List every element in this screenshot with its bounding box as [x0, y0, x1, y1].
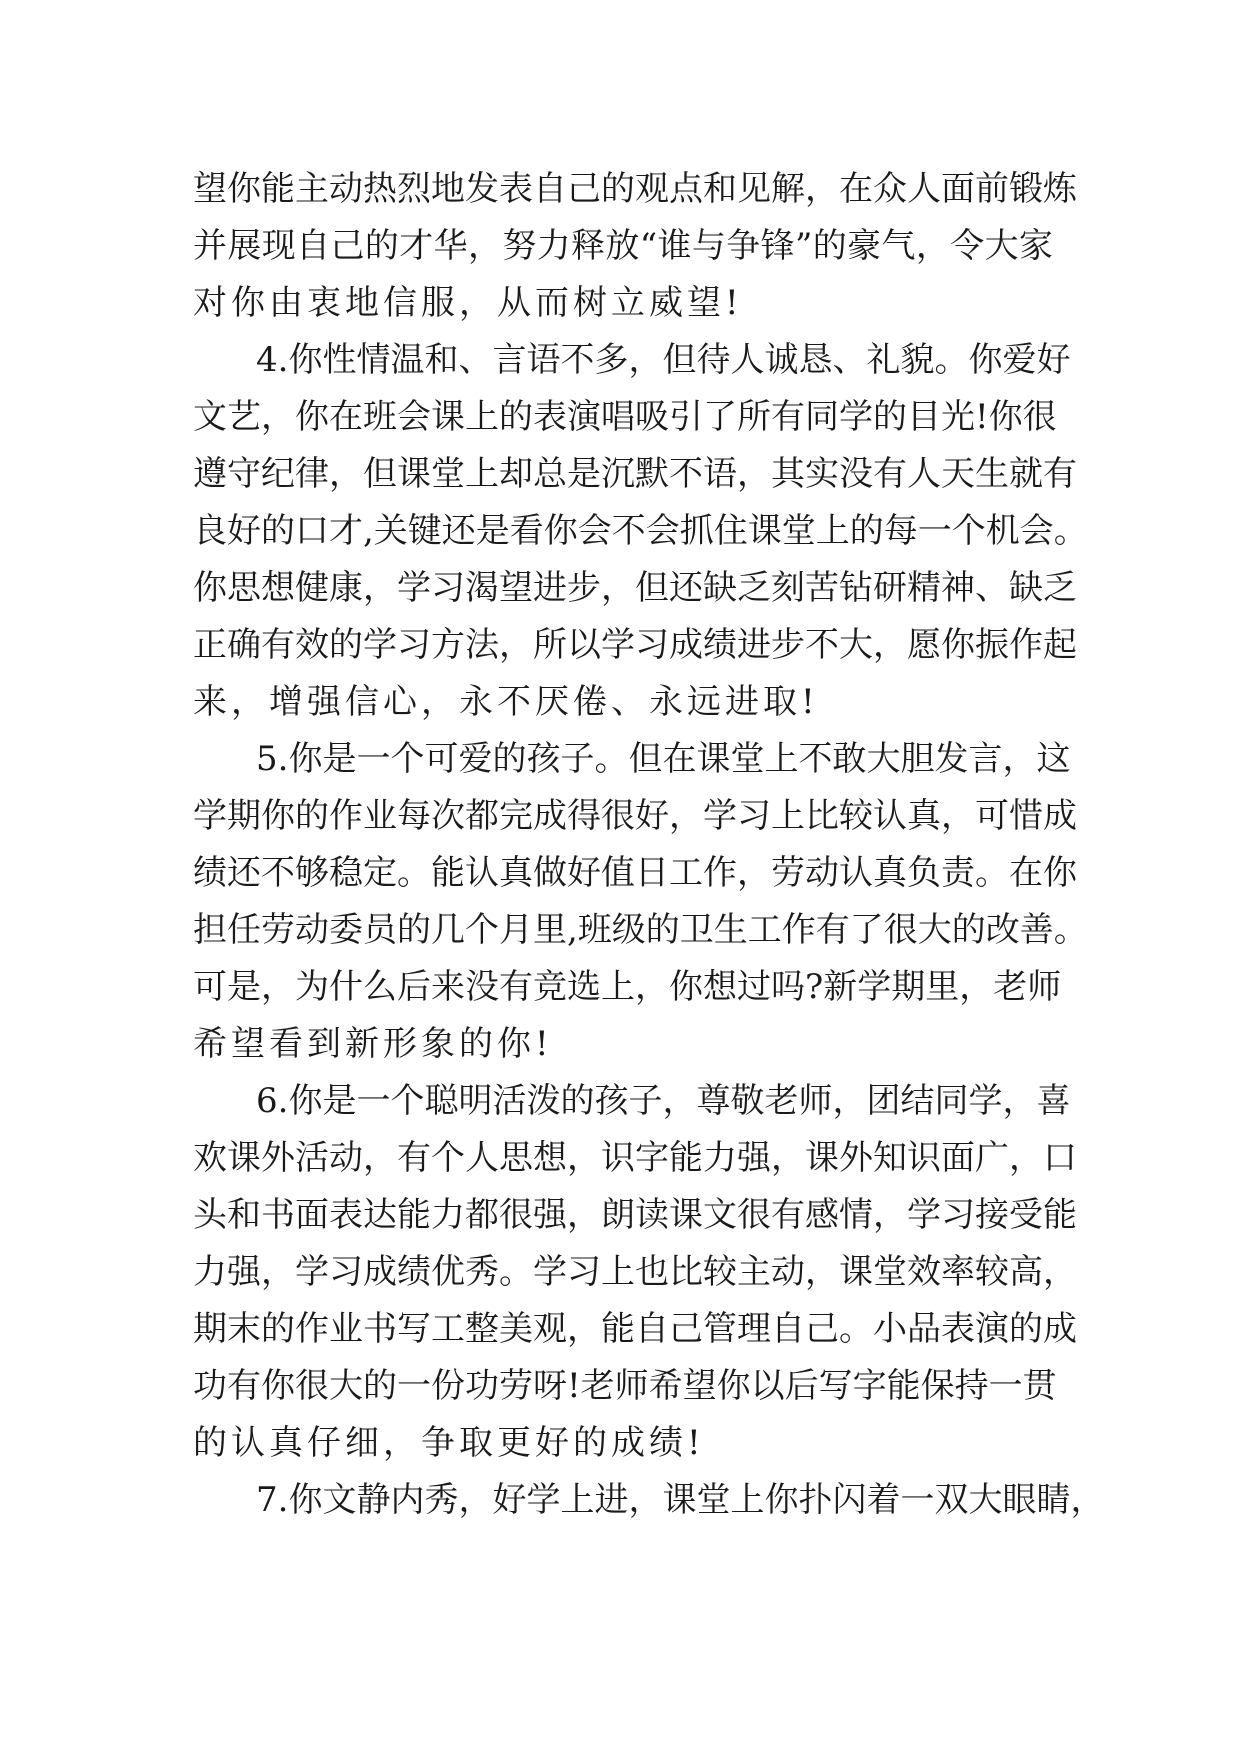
text-line: 欢课外活动，有个人思想，识字能力强，课外知识面广，口: [193, 1138, 1077, 1178]
text-line: 希望看到新形象的你!: [193, 1024, 553, 1064]
paragraph-6-start: 6.你是一个聪明活泼的孩子，尊敬老师，团结同学，喜: [256, 1081, 1071, 1121]
text-line: 对你由衷地信服，从而树立威望!: [193, 283, 743, 323]
paragraph-4-start: 4.你性情温和、言语不多，但待人诚恳、礼貌。你爱好: [256, 340, 1071, 380]
text-line: 望你能主动热烈地发表自己的观点和见解，在众人面前锻炼: [193, 169, 1077, 209]
text-line: 担任劳动委员的几个月里,班级的卫生工作有了很大的改善。: [193, 910, 1088, 950]
text-line: 遵守纪律，但课堂上却总是沉默不语，其实没有人天生就有: [193, 454, 1077, 494]
text-line: 功有你很大的一份功劳呀!老师希望你以后写字能保持一贯: [193, 1366, 1057, 1406]
text-line: 的认真仔细，争取更好的成绩!: [193, 1423, 705, 1463]
text-line: 可是，为什么后来没有竞选上，你想过吗?新学期里，老师: [193, 967, 1062, 1007]
text-line: 正确有效的学习方法，所以学习成绩进步不大，愿你振作起: [193, 625, 1077, 665]
text-line: 绩还不够稳定。能认真做好值日工作，劳动认真负责。在你: [193, 853, 1077, 893]
text-line: 头和书面表达能力都很强，朗读课文很有感情，学习接受能: [193, 1195, 1077, 1235]
text-line: 来，增强信心，永不厌倦、永远进取!: [193, 682, 819, 722]
text-line: 文艺，你在班会课上的表演唱吸引了所有同学的目光!你很: [193, 397, 1057, 437]
text-line: 力强，学习成绩优秀。学习上也比较主动，课堂效率较高，: [193, 1252, 1077, 1292]
text-line: 学期你的作业每次都完成得很好，学习上比较认真，可惜成: [193, 796, 1077, 836]
text-line: 你思想健康，学习渴望进步，但还缺乏刻苦钻研精神、缺乏: [193, 568, 1077, 608]
text-line: 并展现自己的才华，努力释放“谁与争锋”的豪气，令大家: [193, 226, 1053, 266]
paragraph-7-start: 7.你文静内秀，好学上进，课堂上你扑闪着一双大眼睛，: [256, 1480, 1105, 1520]
paragraph-5-start: 5.你是一个可爱的孩子。但在课堂上不敢大胆发言，这: [256, 739, 1071, 779]
text-line: 良好的口才,关键还是看你会不会抓住课堂上的每一个机会。: [193, 511, 1088, 551]
text-line: 期末的作业书写工整美观，能自己管理自己。小品表演的成: [193, 1309, 1077, 1349]
